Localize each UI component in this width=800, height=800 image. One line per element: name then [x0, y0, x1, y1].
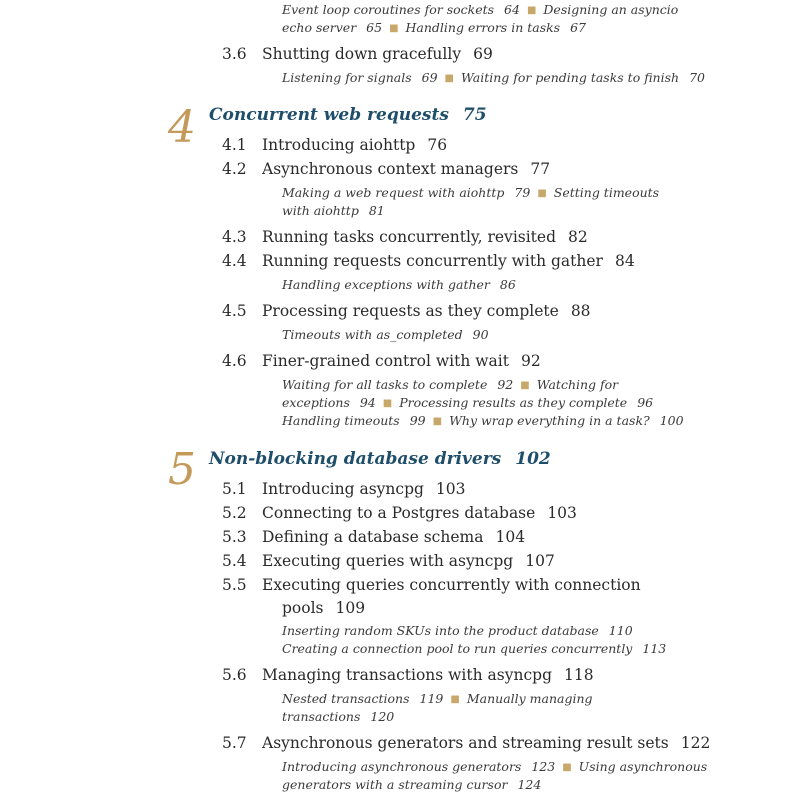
- toc-subsection-line: Nested transactions 119 ■ Manually managing: [282, 691, 593, 706]
- bullet-separator-icon: ■: [432, 416, 443, 427]
- toc-section-5-3[interactable]: 5.3 Defining a database schema 104: [222, 528, 526, 546]
- toc-subsection-line: Making a web request with aiohttp 79 ■ Setting timeouts: [282, 185, 660, 200]
- toc-subsection-line: Event loop coroutines for sockets 64 ■ Designing an asyncio: [282, 2, 679, 17]
- bullet-separator-icon: ■: [537, 188, 547, 199]
- toc-section-5-6[interactable]: 5.6 Managing transactions with asyncpg 118: [222, 666, 594, 684]
- bullet-separator-icon: ■: [450, 694, 460, 705]
- toc-section-5-5-continued[interactable]: pools 109: [282, 599, 366, 617]
- toc-subsection-line: Handling timeouts 99 ■ Why wrap everything in a task? 100: [282, 413, 684, 428]
- toc-subsection-line: with aiohttp 81: [282, 203, 385, 218]
- toc-section-5-7[interactable]: 5.7 Asynchronous generators and streaming result sets 122: [222, 734, 711, 752]
- bullet-separator-icon: ■: [444, 73, 454, 84]
- chapter-4-number: 4: [168, 102, 196, 153]
- toc-subsection-line: transactions 120: [282, 709, 395, 724]
- toc-section-5-4[interactable]: 5.4 Executing queries with asyncpg 107: [222, 552, 555, 570]
- bullet-separator-icon: ■: [382, 398, 393, 409]
- bullet-separator-icon: ■: [526, 5, 537, 16]
- toc-section-5-5[interactable]: 5.5 Executing queries concurrently with connection: [222, 576, 641, 594]
- chapter-5-number: 5: [168, 444, 196, 495]
- toc-subsection-line: Listening for signals 69 ■ Waiting for pending tasks to finish 70: [282, 70, 705, 85]
- toc-subsection-line: Introducing asynchronous generators 123 ■ Using asynchronous: [282, 759, 708, 774]
- toc-section-5-2[interactable]: 5.2 Connecting to a Postgres database 103: [222, 504, 577, 522]
- toc-subsection-line: Handling exceptions with gather 86: [282, 277, 516, 292]
- toc-section-4-5[interactable]: 4.5 Processing requests as they complete 88: [222, 302, 591, 320]
- chapter-5-title[interactable]: Non-blocking database drivers 102: [209, 449, 551, 469]
- toc-section-4-1[interactable]: 4.1 Introducing aiohttp 76: [222, 136, 448, 154]
- toc-section-5-1[interactable]: 5.1 Introducing asyncpg 103: [222, 480, 466, 498]
- toc-subsection-line: Timeouts with as_completed 90: [282, 327, 489, 342]
- bullet-separator-icon: ■: [389, 23, 399, 34]
- toc-section-4-4[interactable]: 4.4 Running requests concurrently with gather 84: [222, 252, 635, 270]
- bullet-separator-icon: ■: [562, 762, 572, 773]
- toc-subsection-line: Waiting for all tasks to complete 92 ■ Watching for: [282, 377, 619, 392]
- toc-section-4-6[interactable]: 4.6 Finer-grained control with wait 92: [222, 352, 541, 370]
- toc-subsection-line: generators with a streaming cursor 124: [282, 777, 542, 792]
- toc-section-4-2[interactable]: 4.2 Asynchronous context managers 77: [222, 160, 551, 178]
- toc-subsection-line: exceptions 94 ■ Processing results as they complete 96: [282, 395, 654, 410]
- toc-subsection-line: echo server 65 ■ Handling errors in tasks 67: [282, 20, 587, 35]
- bullet-separator-icon: ■: [520, 380, 530, 391]
- toc-section-4-3[interactable]: 4.3 Running tasks concurrently, revisited 82: [222, 228, 588, 246]
- toc-subsection-line: Inserting random SKUs into the product database 110: [282, 623, 633, 638]
- chapter-4-title[interactable]: Concurrent web requests 75: [209, 105, 487, 125]
- toc-subsection-line: Creating a connection pool to run queries concurrently 113: [282, 641, 667, 656]
- toc-section-3-6[interactable]: 3.6 Shutting down gracefully 69: [222, 45, 493, 63]
